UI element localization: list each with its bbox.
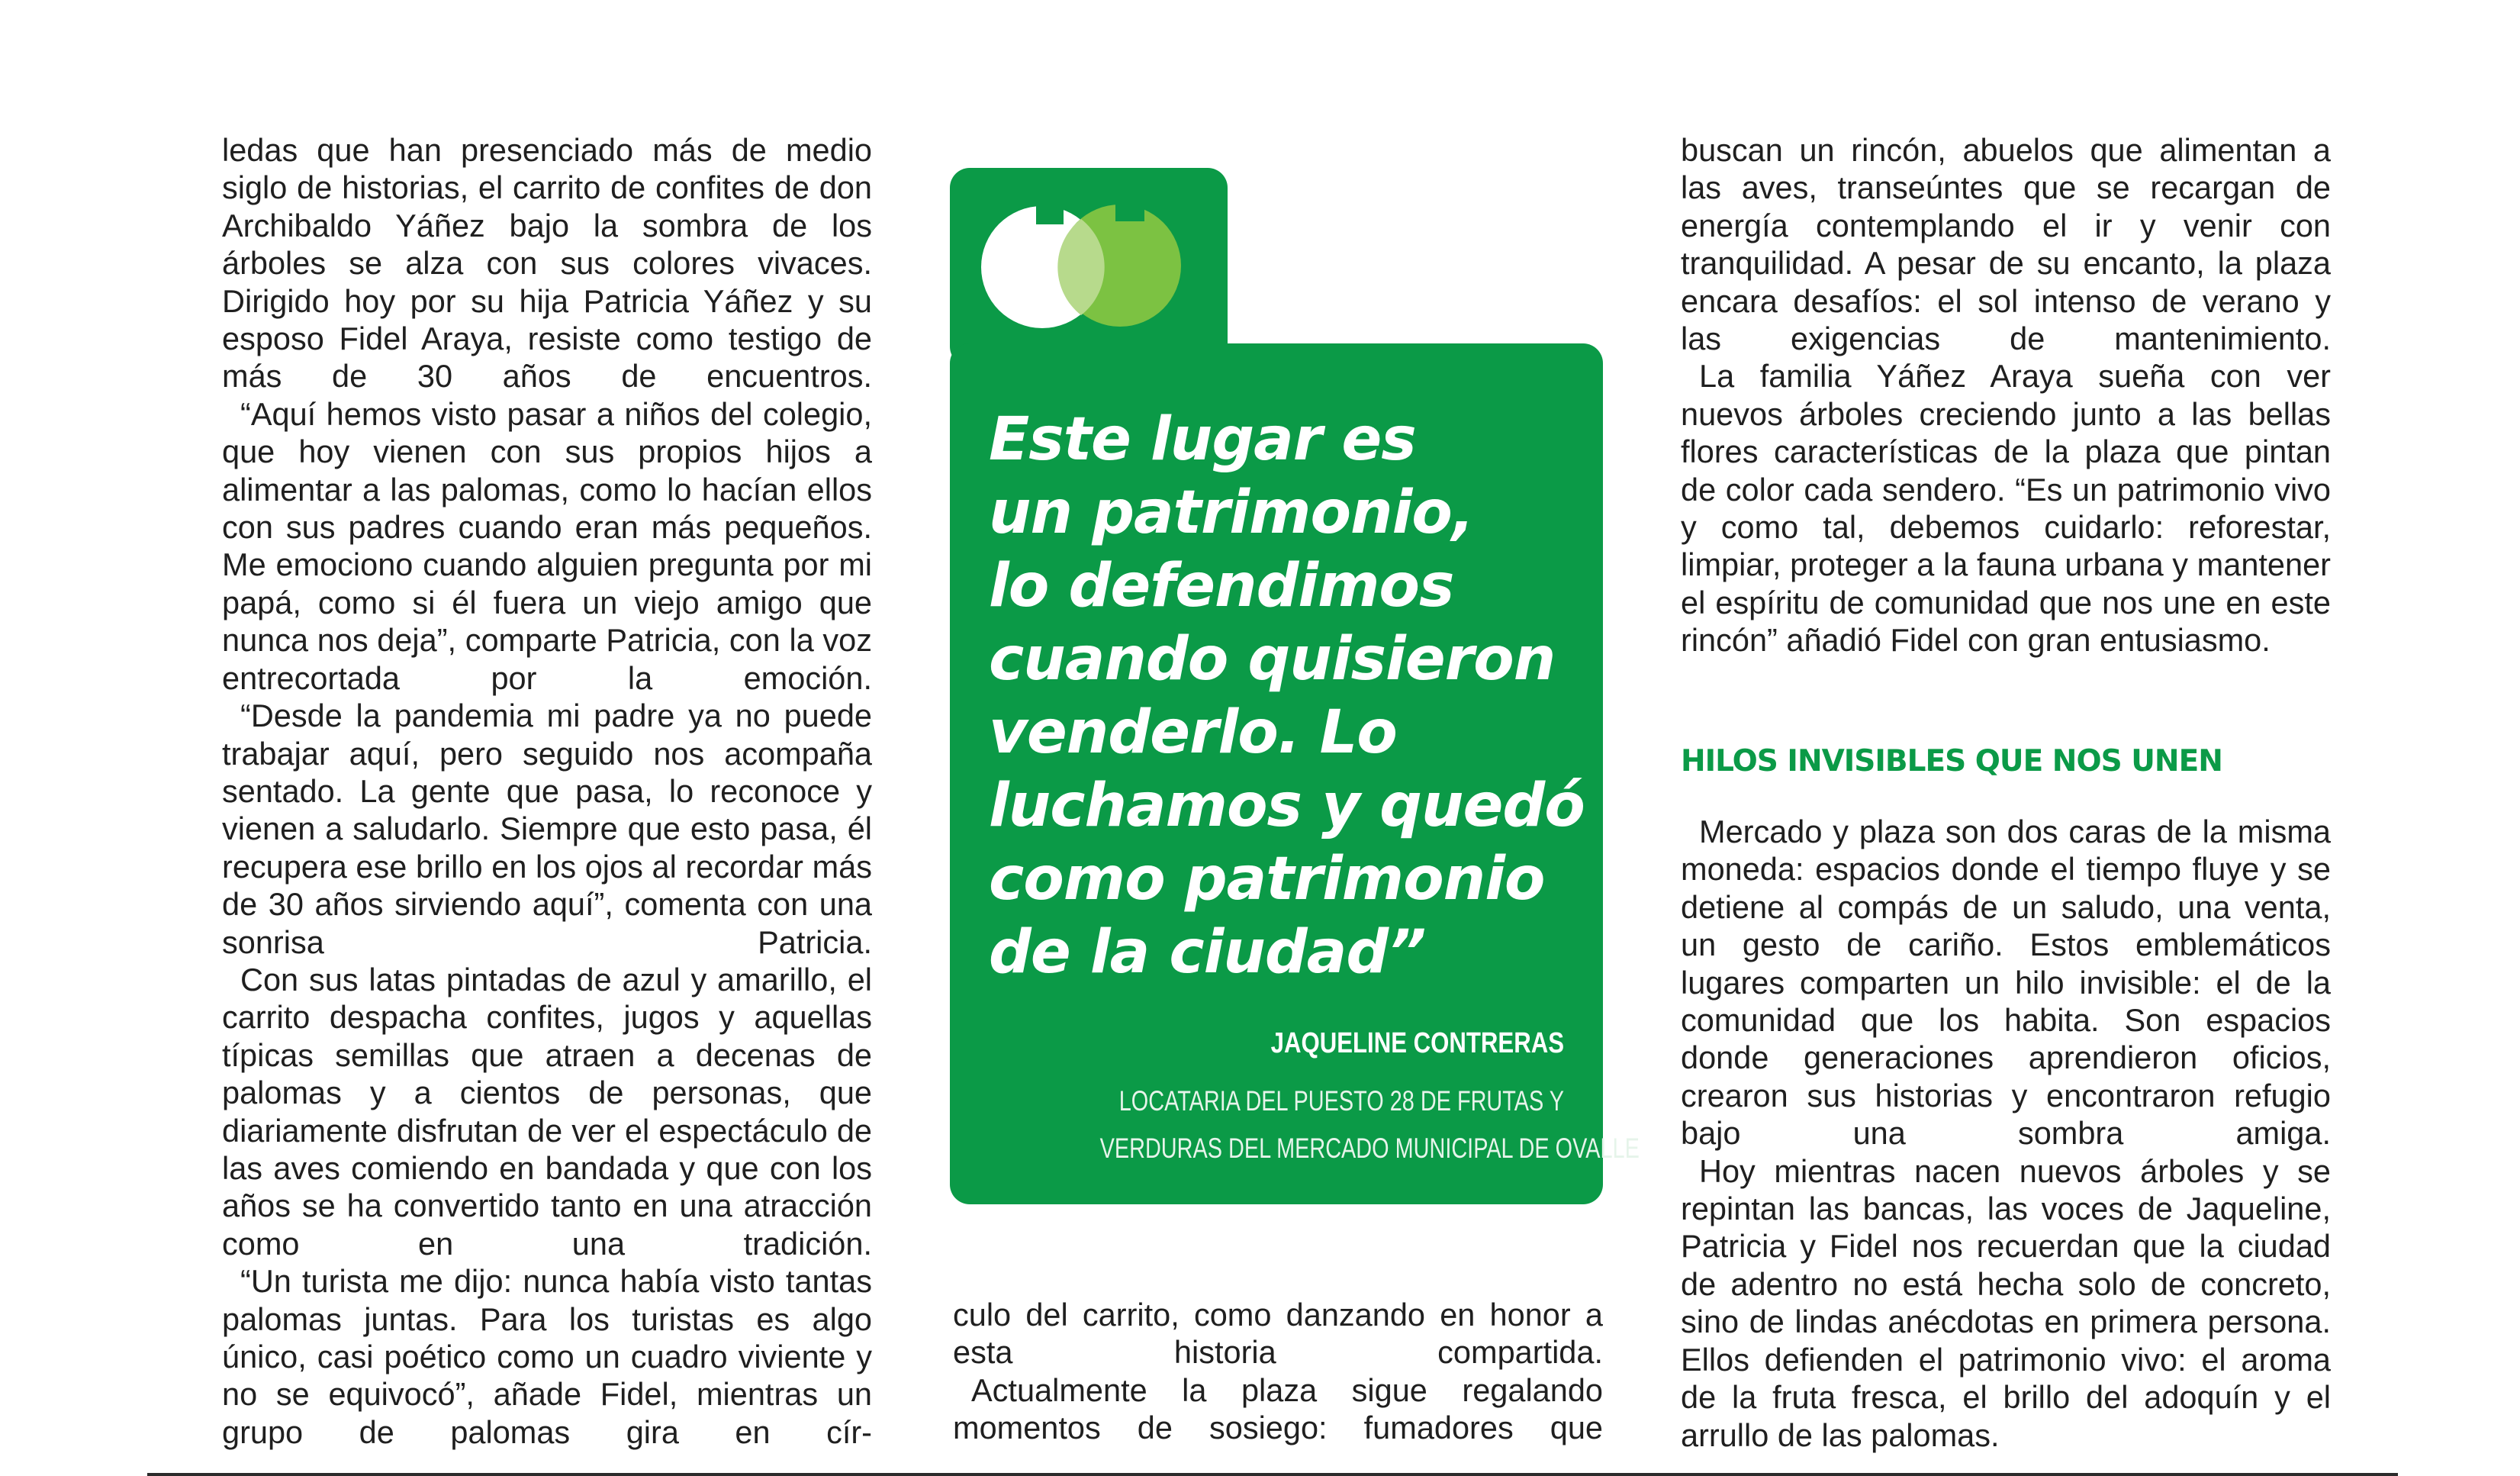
paragraph: Con sus latas pintadas de azul y amarillo, el carrito despacha confites, jugos y aquellas típicas semillas que atraen a decenas de palomas y a cientos de personas, que diariamente disfrutan de ver el espectáculo de las aves comiendo en bandada y que con los años se ha convertido tanto en una atracción como en una tradición. (222, 961, 872, 1262)
pull-quote-line: un patrimonio, (989, 479, 1474, 547)
paragraph: Actualmente la plaza sigue regalando momentos de sosiego: fumadores que (953, 1371, 1603, 1446)
paragraph: “Aquí hemos visto pasar a niños del colegio, que hoy vienen con sus propios hijos a alimentar a las palomas, como lo hacían ellos con sus padres cuando eran más pequeños. Me emociono cuando alguien pregunta por mi papá, como si él fuera un viejo amigo que nunca nos deja”, comparte Patricia, con la voz entrecortada por la emoción. (222, 395, 872, 696)
paragraph: buscan un rincón, abuelos que alimentan a las aves, transeúntes que se recargan de energía contemplando el ir y venir con tranquilidad. A pesar de su encanto, la plaza encara desafíos: el sol intenso de verano y las exigencias de mantenimiento. (1681, 132, 2331, 357)
paragraph: Hoy mientras nacen nuevos árboles y se repintan las bancas, las voces de Jaqueline, Patricia y Fidel nos recuerdan que la ciudad de adentro no está hecha solo de concreto, sino de lindas anécdotas en primera persona. Ellos defienden el patrimonio vivo: el aroma de la fruta fresca, el brillo del adoquín y el arrullo de las palomas. (1681, 1152, 2331, 1453)
paragraph: ledas que han presenciado más de medio siglo de historias, el carrito de confites de don Archibaldo Yáñez bajo la sombra de los árboles se alza con sus colores vivaces. Dirigido hoy por su hija Patricia Yáñez y su esposo Fidel Araya, resiste como testigo de más de 30 años de encuentros. (222, 132, 872, 395)
pull-quote-line: lo defendimos (989, 552, 1454, 620)
pull-quote-line: como patrimonio (989, 845, 1545, 914)
quote-role-line: VERDURAS DEL MERCADO MUNICIPAL DE OVALLE (1099, 1133, 1640, 1164)
middle-column (953, 1296, 1603, 1447)
section-subheading: HILOS INVISIBLES QUE NOS UNEN (1681, 744, 2222, 778)
quote-author: JAQUELINE CONTRERAS (1270, 1027, 1564, 1059)
pull-quote-line: Este lugar es (989, 405, 1416, 474)
pull-quote-line: luchamos y quedó (989, 772, 1585, 840)
paragraph: “Un turista me dijo: nunca había visto tantas palomas juntas. Para los turistas es algo único, casi poético como un cuadro viviente y no se equivocó”, añade Fidel, mientras un grupo de palomas gira en cír- (222, 1263, 872, 1450)
pull-quote-line: de la ciudad” (989, 918, 1426, 987)
quote-role-line: LOCATARIA DEL PUESTO 28 DE FRUTAS Y (1118, 1085, 1564, 1117)
pull-quote-line: venderlo. Lo (989, 698, 1397, 767)
paragraph: La familia Yáñez Araya sueña con ver nuevos árboles creciendo junto a las bellas flores características de la plaza que pintan de color cada sendero. “Es un patrimonio vivo y como tal, debemos cuidarlo: reforestar, limpiar, proteger a la fauna urbana y mantener el espíritu de comunidad que nos une en este rincón” añadió Fidel con gran entusiasmo. (1681, 358, 2331, 659)
pull-quote-line: cuando quisieron (989, 625, 1556, 694)
paragraph: culo del carrito, como danzando en honor a esta historia compartida. (953, 1297, 1603, 1371)
pull-quote-text (989, 403, 1584, 989)
bottom-rule (147, 1473, 2398, 1476)
paragraph: “Desde la pandemia mi padre ya no puede trabajar aquí, pero seguido nos acompaña sentado. La gente que pasa, lo reconoce y vienen a saludarlo. Siempre que esto pasa, él recupera ese brillo en los ojos al recordar más de 30 años sirviendo aquí”, comenta con una sonrisa Patricia. (222, 698, 872, 960)
quote-author-role (1099, 1078, 1640, 1172)
right-column-bottom (1681, 813, 2331, 1454)
right-column-top (1681, 131, 2331, 659)
paragraph: Mercado y plaza son dos caras de la misma moneda: espacios donde el tiempo fluye y se detiene al compás de un saludo, una venta, un gesto de cariño. Estos emblemáticos lugares comparten un hilo invisible: el de la comunidad que los habita. Son espacios donde generaciones aprendieron oficios, crearon sus historias y encontraron refugio bajo una sombra amiga. (1681, 814, 2331, 1152)
speech-bubbles-icon (981, 191, 1210, 351)
left-column (222, 131, 872, 1451)
